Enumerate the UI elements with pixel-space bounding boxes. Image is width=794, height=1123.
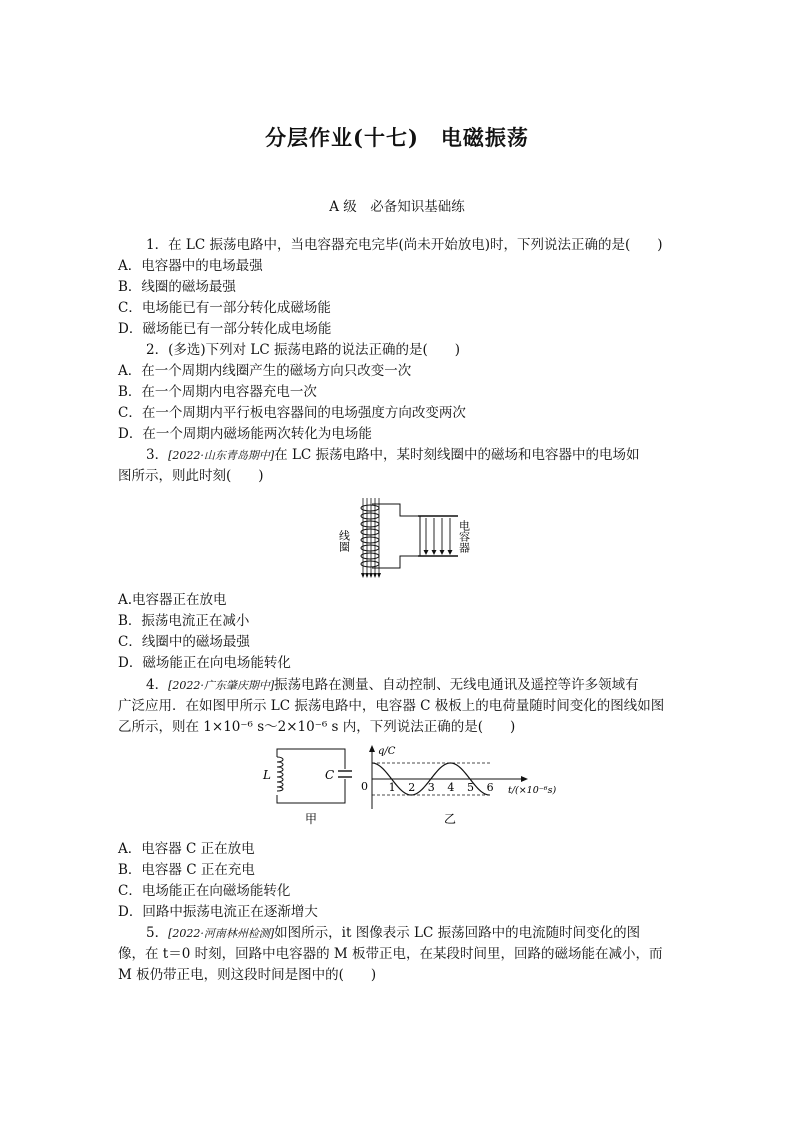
question-3-option-c: C．线圈中的磁场最强 [118, 634, 250, 650]
question-2-stem: 2．(多选)下列对 LC 振荡电路的说法正确的是( ) [146, 342, 461, 358]
tick-label-1: 1 [388, 781, 396, 794]
inductor-label: L [263, 768, 271, 782]
coil-capacitor-figure [337, 494, 480, 580]
question-4-stem: 4．[2022·广东肇庆期中]振荡电路在测量、自动控制、无线电通讯及遥控等许多领域有 [146, 677, 639, 693]
question-1-option-a: A．电容器中的电场最强 [118, 258, 263, 274]
tick-label-6: 6 [486, 781, 494, 794]
tick-label-2: 2 [408, 781, 416, 794]
question-2-option-d: D．在一个周期内磁场能两次转化为电场能 [118, 426, 372, 442]
question-1-stem: 1．在 LC 振荡电路中，当电容器充电完毕(尚未开始放电)时，下列说法正确的是( ) [146, 237, 663, 253]
question-4-option-b: B．电容器 C 正在充电 [118, 862, 255, 878]
question-3-option-a: A.电容器正在放电 [118, 592, 227, 608]
question-1-option-b: B．线圈的磁场最强 [118, 279, 236, 295]
question-4-source: [2022·广东肇庆期中] [168, 679, 275, 692]
question-4-option-a: A．电容器 C 正在放电 [118, 841, 255, 857]
tick-label-4: 4 [447, 781, 455, 794]
capacitor-label: 电容器 [457, 520, 471, 553]
charge-time-graph [358, 743, 564, 827]
magnetic-field-lines [363, 498, 379, 574]
coil-windings [361, 505, 379, 567]
question-4-option-c: C．电场能正在向磁场能转化 [118, 883, 291, 899]
page-title: 分层作业(十七) 电磁振荡 [265, 125, 529, 150]
question-5-source: [2022·河南林州检测] [168, 927, 275, 940]
question-3-source: [2022·山东青岛期中] [168, 449, 275, 462]
question-3-option-b: B．振荡电流正在减小 [118, 613, 250, 629]
question-1-option-d: D．磁场能已有一部分转化成电场能 [118, 321, 332, 337]
capacitor-label-c: C [325, 768, 335, 782]
question-2-option-c: C．在一个周期内平行板电容器间的电场强度方向改变两次 [118, 405, 466, 421]
electric-field-arrows [426, 518, 450, 551]
figure-jia-caption: 甲 [305, 812, 318, 826]
section-heading: A 级 必备知识基础练 [329, 199, 465, 215]
lc-circuit-figure [255, 743, 365, 827]
question-4-stem-line-3: 乙所示，则在 1×10⁻⁶ s～2×10⁻⁶ s 内，下列说法正确的是( ) [118, 719, 516, 735]
question-3-stem-line-2: 图所示，则此时刻( ) [118, 468, 264, 484]
tick-label-5: 5 [467, 781, 474, 794]
figure-yi-caption: 乙 [444, 812, 457, 826]
question-5-stem: 5．[2022·河南林州检测]如图所示，it 图像表示 LC 振荡回路中的电流随时间变化的图 [146, 925, 641, 941]
question-1-option-c: C．电场能已有一部分转化成磁场能 [118, 300, 331, 316]
question-4-stem-line-2: 广泛应用．在如图甲所示 LC 振荡电路中，电容器 C 极板上的电荷量随时间变化的图线如图 [118, 698, 665, 714]
question-3-stem: 3．[2022·山东青岛期中]在 LC 振荡电路中，某时刻线圈中的磁场和电容器中的电场如 [146, 447, 640, 463]
question-5-stem-line-2: 像，在 t＝0 时刻，回路中电容器的 M 板带正电，在某段时间里，回路的磁场能在减小，而 [118, 946, 663, 962]
question-5-stem-line-3: M 板仍带正电，则这段时间是图中的( ) [118, 967, 377, 983]
question-3-option-d: D．磁场能正在向电场能转化 [118, 655, 291, 671]
question-4-option-d: D．回路中振荡电流正在逐渐增大 [118, 904, 318, 920]
circuit-loop [277, 749, 345, 803]
question-2-option-a: A．在一个周期内线圈产生的磁场方向只改变一次 [118, 363, 412, 379]
tick-label-3: 3 [427, 781, 435, 794]
question-2-option-b: B．在一个周期内电容器充电一次 [118, 384, 317, 400]
graph-origin: 0 [361, 780, 368, 793]
graph-x-label: t/(×10⁻⁶s) [508, 785, 557, 796]
coil-label: 线圈 [337, 530, 351, 552]
graph-y-label: q/C [378, 746, 396, 757]
